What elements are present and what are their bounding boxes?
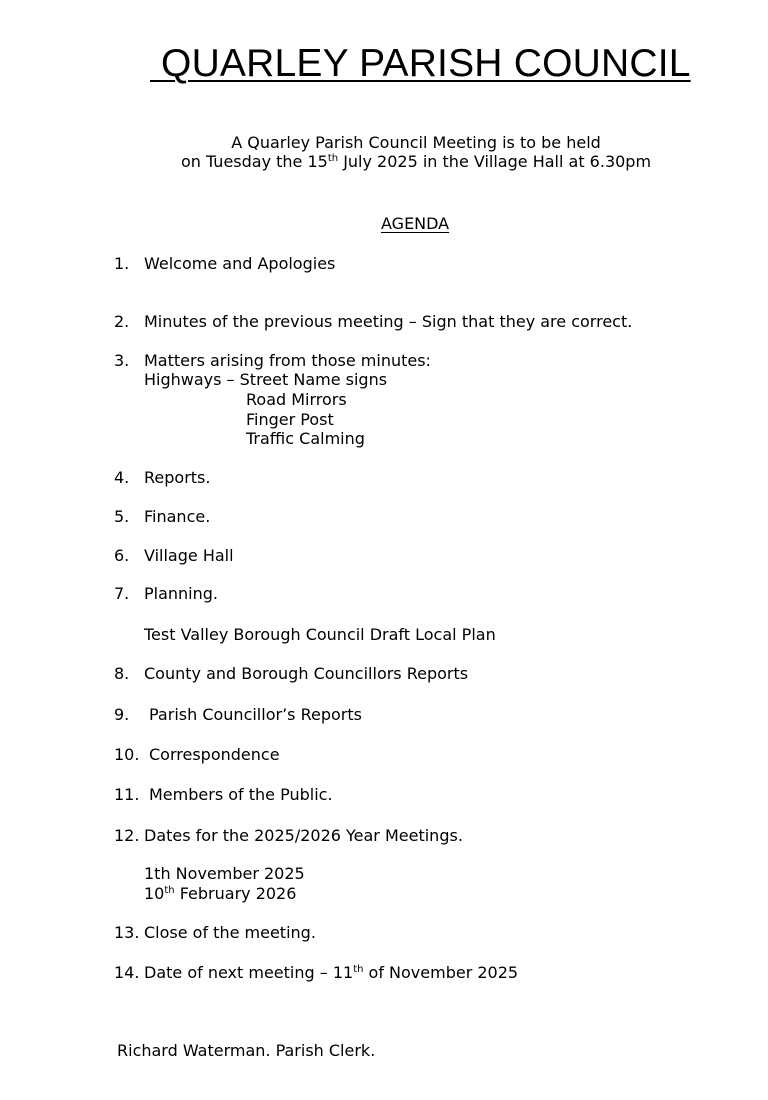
item-2-text: Minutes of the previous meeting – Sign that they are correct.	[144, 312, 633, 331]
item-9-text: Parish Councillor’s Reports	[149, 705, 362, 724]
item-4-text: Reports.	[144, 468, 211, 487]
item-8-number: 8.	[114, 664, 130, 683]
item-8-text: County and Borough Councillors Reports	[144, 664, 469, 683]
item-14-text	[144, 963, 518, 982]
item-1-number: 1.	[114, 254, 130, 273]
item-12-sub-2-sup: th	[164, 885, 175, 896]
item-11-number: 11.	[114, 785, 140, 804]
item-14-text-post: of November 2025	[363, 963, 519, 982]
item-9-number: 9.	[114, 705, 130, 724]
item-13-number: 13.	[114, 923, 140, 942]
item-3-number: 3.	[114, 351, 130, 370]
item-3-sub-1: Highways – Street Name signs	[144, 370, 388, 389]
item-12-sub-1: 1th November 2025	[144, 864, 305, 883]
item-12-text: Dates for the 2025/2026 Year Meetings.	[144, 826, 463, 845]
intro-line-1: A Quarley Parish Council Meeting is to be held	[231, 133, 601, 152]
item-13-text: Close of the meeting.	[144, 923, 316, 942]
item-12-sub-2	[144, 884, 296, 903]
item-3-sub-4: Traffic Calming	[246, 429, 365, 448]
item-3-sub-2: Road Mirrors	[246, 390, 347, 409]
page-title: QUARLEY PARISH COUNCIL	[150, 42, 691, 85]
item-3-text: Matters arising from those minutes:	[144, 351, 431, 370]
item-10-text: Correspondence	[149, 745, 280, 764]
intro-date-post: July 2025 in the Village Hall at 6.30pm	[338, 152, 652, 171]
item-7-text: Planning.	[144, 584, 219, 603]
item-12-sub-2-pre: 10	[144, 884, 165, 903]
item-2-number: 2.	[114, 312, 130, 331]
item-10-number: 10.	[114, 745, 140, 764]
item-6-number: 6.	[114, 546, 130, 565]
item-6-text: Village Hall	[144, 546, 234, 565]
item-4-number: 4.	[114, 468, 130, 487]
item-5-number: 5.	[114, 507, 130, 526]
item-1-text: Welcome and Apologies	[144, 254, 336, 273]
intro-line-2	[0, 152, 768, 171]
item-12-number: 12.	[114, 826, 140, 845]
item-7-sub-1: Test Valley Borough Council Draft Local Plan	[144, 625, 496, 644]
item-5-text: Finance.	[144, 507, 211, 526]
item-3-sub-3: Finger Post	[246, 410, 334, 429]
item-14-text-pre: Date of next meeting – 11	[144, 963, 354, 982]
intro-date-sup: th	[327, 153, 339, 164]
item-14-number: 14.	[114, 963, 140, 982]
signature: Richard Waterman. Parish Clerk.	[117, 1041, 376, 1060]
item-11-text: Members of the Public.	[149, 785, 333, 804]
item-7-number: 7.	[114, 584, 130, 603]
agenda-heading: AGENDA	[381, 214, 450, 233]
item-14-text-sup: th	[353, 964, 364, 975]
item-12-sub-2-post: February 2026	[174, 884, 297, 903]
intro-date-pre: on Tuesday the 15	[180, 152, 328, 171]
